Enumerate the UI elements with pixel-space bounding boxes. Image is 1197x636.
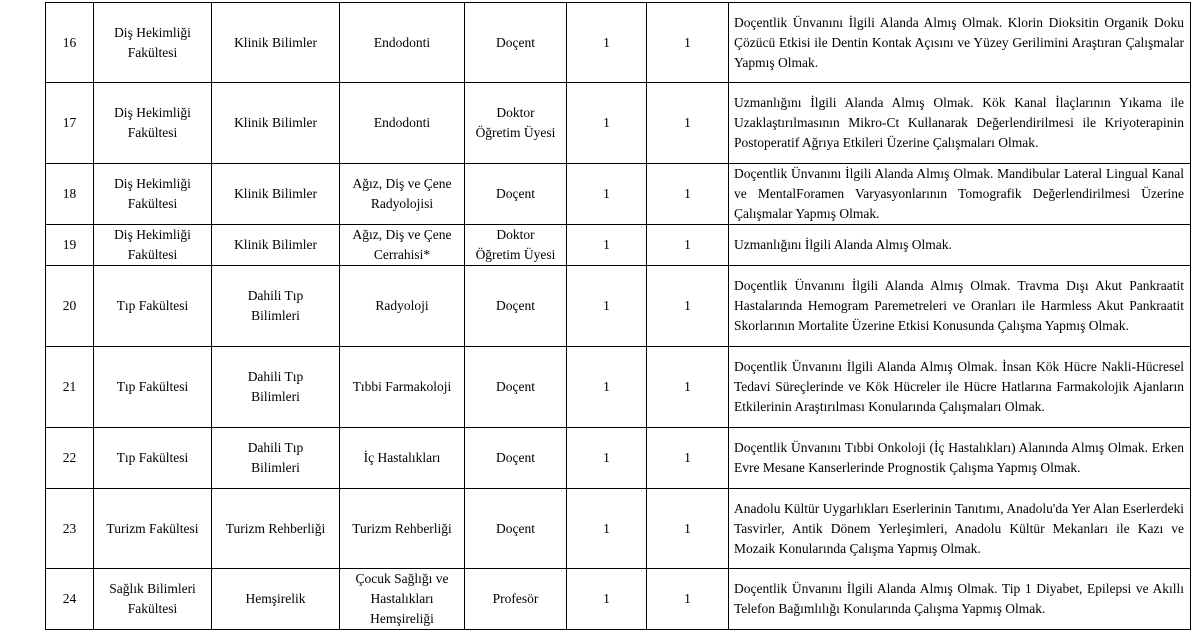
branch-cell: Endodonti — [340, 83, 465, 164]
row-number: 24 — [46, 569, 94, 630]
count-b-cell: 1 — [647, 347, 729, 428]
requirement-cell: Uzmanlığını İlgili Alanda Almış Olmak. Kök Kanal İlaçlarının Yıkama ile Uzaklaştırılmasının Mikro-Ct Kullanarak Değerlendirilmesi ile Kriyoterapinin Postoperatif Ağrıya Etkileri Üzerine Çalışmaları Olmak. — [729, 83, 1191, 164]
count-b-cell: 1 — [647, 3, 729, 83]
department-cell: Klinik Bilimler — [212, 3, 340, 83]
count-a-cell: 1 — [567, 164, 647, 225]
count-b-cell: 1 — [647, 428, 729, 489]
row-number: 23 — [46, 489, 94, 569]
count-a-cell: 1 — [567, 225, 647, 266]
title-cell: Doçent — [465, 428, 567, 489]
faculty-cell: Sağlık Bilimleri Fakültesi — [94, 569, 212, 630]
branch-cell: Radyoloji — [340, 266, 465, 347]
count-a-cell: 1 — [567, 347, 647, 428]
branch-cell: Ağız, Diş ve Çene Cerrahisi* — [340, 225, 465, 266]
count-b-cell: 1 — [647, 83, 729, 164]
branch-cell: Tıbbi Farmakoloji — [340, 347, 465, 428]
branch-cell: İç Hastalıkları — [340, 428, 465, 489]
branch-cell: Turizm Rehberliği — [340, 489, 465, 569]
count-a-cell: 1 — [567, 569, 647, 630]
title-cell: Doçent — [465, 3, 567, 83]
title-cell: Doçent — [465, 266, 567, 347]
row-number: 19 — [46, 225, 94, 266]
count-b-cell: 1 — [647, 569, 729, 630]
count-b-cell: 1 — [647, 164, 729, 225]
row-number: 17 — [46, 83, 94, 164]
count-b-cell: 1 — [647, 266, 729, 347]
faculty-cell: Diş Hekimliği Fakültesi — [94, 164, 212, 225]
requirement-cell: Doçentlik Ünvanını İlgili Alanda Almış Olmak. Tip 1 Diyabet, Epilepsi ve Akıllı Telefon Bağımlılığı Konularında Çalışma Yapmış Olmak. — [729, 569, 1191, 630]
title-cell: Doçent — [465, 164, 567, 225]
requirement-cell: Doçentlik Ünvanını Tıbbi Onkoloji (İç Hastalıkları) Alanında Almış Olmak. Erken Evre Mesane Kanserlerinde Prognostik Çalışma Yapmış Olmak. — [729, 428, 1191, 489]
table-row — [46, 489, 1191, 569]
row-number: 20 — [46, 266, 94, 347]
department-cell: Turizm Rehberliği — [212, 489, 340, 569]
department-cell: Klinik Bilimler — [212, 225, 340, 266]
requirement-cell: Doçentlik Ünvanını İlgili Alanda Almış Olmak. Travma Dışı Akut Pankraatit Hastalarında Hemogram Paremetreleri ve Oranları ile Harmless Akut Pankraatit Skorlarının Mortalite Üzerine Etkisi Konusunda Çalışma Yapmış Olmak. — [729, 266, 1191, 347]
title-cell: Doktor Öğretim Üyesi — [465, 225, 567, 266]
row-number: 21 — [46, 347, 94, 428]
requirement-cell: Anadolu Kültür Uygarlıkları Eserlerinin Tanıtımı, Anadolu'da Yer Alan Eserlerdeki Tasvirler, Antik Dönem Yerleşimleri, Anadolu Kültür Mekanları ile Kazı ve Mozaik Konularında Çalışma Yapmış Olmak. — [729, 489, 1191, 569]
table-row — [46, 225, 1191, 266]
row-number: 16 — [46, 3, 94, 83]
title-cell: Doçent — [465, 489, 567, 569]
department-cell: Dahili Tıp Bilimleri — [212, 266, 340, 347]
table-row — [46, 428, 1191, 489]
count-a-cell: 1 — [567, 428, 647, 489]
requirement-cell: Uzmanlığını İlgili Alanda Almış Olmak. — [729, 225, 1191, 266]
department-cell: Dahili Tıp Bilimleri — [212, 428, 340, 489]
requirement-cell: Doçentlik Ünvanını İlgili Alanda Almış Olmak. Mandibular Lateral Lingual Kanal ve MentalForamen Varyasyonlarının Tomografik Değerlendirilmesi Üzerine Çalışmalar Yapmış Olmak. — [729, 164, 1191, 225]
count-b-cell: 1 — [647, 225, 729, 266]
count-b-cell: 1 — [647, 489, 729, 569]
title-cell: Doçent — [465, 347, 567, 428]
department-cell: Klinik Bilimler — [212, 164, 340, 225]
faculty-cell: Diş Hekimliği Fakültesi — [94, 83, 212, 164]
requirement-cell: Doçentlik Ünvanını İlgili Alanda Almış Olmak. Klorin Dioksitin Organik Doku Çözücü Etkisi ile Dentin Kontak Açısını ve Yüzey Gerilimini Araştıran Çalışmalar Yapmış Olmak. — [729, 3, 1191, 83]
department-cell: Klinik Bilimler — [212, 83, 340, 164]
row-number: 22 — [46, 428, 94, 489]
faculty-cell: Tıp Fakültesi — [94, 266, 212, 347]
count-a-cell: 1 — [567, 83, 647, 164]
title-cell: Profesör — [465, 569, 567, 630]
count-a-cell: 1 — [567, 266, 647, 347]
requirement-cell: Doçentlik Ünvanını İlgili Alanda Almış Olmak. İnsan Kök Hücre Nakli-Hücresel Tedavi Süreçlerinde ve Kök Hücreler ile Hücre Hatlarına Farmakolojik Ajanların Etkilerinin Araştırılması Konularında Çalışmaları Olmak. — [729, 347, 1191, 428]
table-row — [46, 3, 1191, 83]
row-number: 18 — [46, 164, 94, 225]
faculty-cell: Tıp Fakültesi — [94, 347, 212, 428]
table-row — [46, 83, 1191, 164]
table-row — [46, 347, 1191, 428]
count-a-cell: 1 — [567, 3, 647, 83]
table-row — [46, 266, 1191, 347]
branch-cell: Ağız, Diş ve Çene Radyolojisi — [340, 164, 465, 225]
table-row — [46, 164, 1191, 225]
branch-cell: Endodonti — [340, 3, 465, 83]
branch-cell: Çocuk Sağlığı ve Hastalıkları Hemşireliği — [340, 569, 465, 630]
faculty-cell: Diş Hekimliği Fakültesi — [94, 225, 212, 266]
faculty-cell: Tıp Fakültesi — [94, 428, 212, 489]
department-cell: Hemşirelik — [212, 569, 340, 630]
department-cell: Dahili Tıp Bilimleri — [212, 347, 340, 428]
title-cell: Doktor Öğretim Üyesi — [465, 83, 567, 164]
position-table — [45, 2, 1191, 630]
table-row — [46, 569, 1191, 630]
faculty-cell: Diş Hekimliği Fakültesi — [94, 3, 212, 83]
count-a-cell: 1 — [567, 489, 647, 569]
faculty-cell: Turizm Fakültesi — [94, 489, 212, 569]
